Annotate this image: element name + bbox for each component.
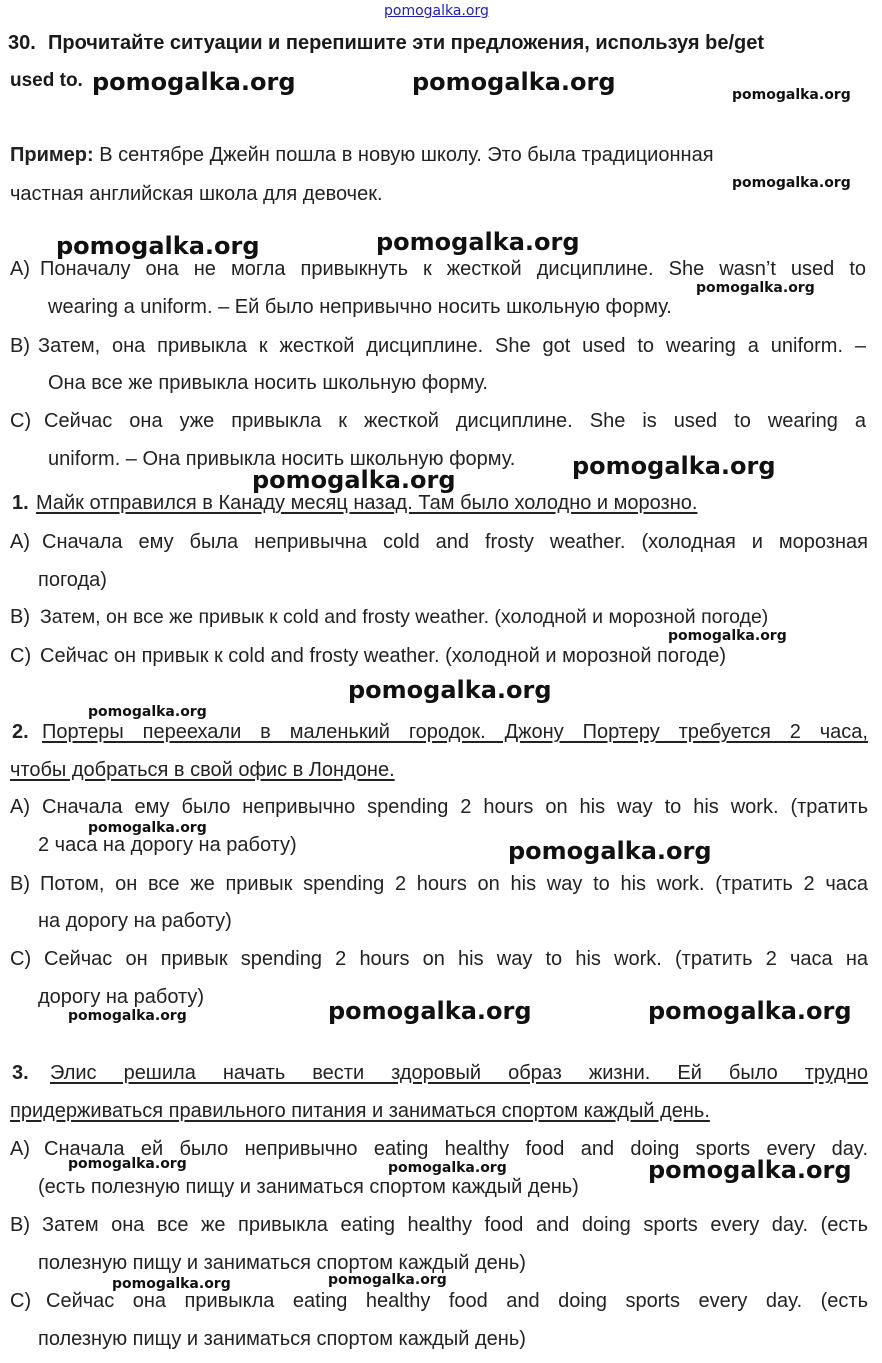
watermark: pomogalka.org (508, 837, 712, 865)
watermark: pomogalka.org (696, 280, 815, 296)
example-text: В сентябре Джейн пошла в новую школу. Это была традиционная (99, 144, 714, 166)
exercise-3-a-line1: Сначала ей было непривычно eating healthy food and doing sports every day. (44, 1138, 868, 1160)
exercise-2-c-marker: C) (10, 948, 32, 970)
exercise-2-number: 2. (12, 721, 29, 743)
exercise-2-situation-line1: Портеры переехали в маленький городок. Джону Портеру требуется 2 часа, (42, 721, 868, 743)
example-line1 (10, 144, 714, 167)
example-b-marker: B) (10, 335, 30, 357)
watermark: pomogalka.org (252, 466, 456, 494)
watermark: pomogalka.org (376, 228, 580, 256)
watermark: pomogalka.org (648, 1156, 852, 1184)
exercise-1-a-line1: Сначала ему была непривычна cold and frosty weather. (холодная и морозная (42, 531, 868, 553)
exercise-1-a-line2: погода) (38, 569, 107, 591)
watermark: pomogalka.org (328, 997, 532, 1025)
exercise-3-number: 3. (12, 1062, 29, 1084)
exercise-2-situation-line2: чтобы добраться в свой офис в Лондоне. (10, 759, 395, 781)
example-b-line2: Она все же привыкла носить школьную форму. (48, 372, 488, 394)
exercise-2-a-line2: 2 часа на дорогу на работу) (38, 834, 297, 856)
watermark: pomogalka.org (88, 704, 207, 720)
example-line2: частная английская школа для девочек. (10, 183, 383, 205)
exercise-1-c-line1: Сейчас он привык к cold and frosty weather. (холодной и морозной погоде) (40, 645, 726, 667)
watermark: pomogalka.org (732, 87, 851, 103)
task-title-line2: used to. (10, 70, 83, 91)
exercise-2-b-marker: B) (10, 873, 30, 895)
task-title-line1: Прочитайте ситуации и перепишите эти предложения, используя be/get (48, 32, 765, 54)
watermark: pomogalka.org (68, 1156, 187, 1172)
site-link[interactable]: pomogalka.org (384, 3, 489, 19)
exercise-2-a-marker: A) (10, 796, 30, 818)
example-a-line1: Поначалу она не могла привыкнуть к жесткой дисциплине. She wasn’t used to (40, 258, 866, 280)
watermark: pomogalka.org (668, 628, 787, 644)
exercise-3-c-line2: полезную пищу и заниматься спортом каждый день) (38, 1328, 526, 1350)
exercise-1-situation: Майк отправился в Канаду месяц назад. Там было холодно и морозно. (36, 492, 698, 514)
exercise-1-number: 1. (12, 492, 29, 514)
exercise-3-a-marker: A) (10, 1138, 30, 1160)
exercise-1-b-marker: B) (10, 606, 30, 628)
exercise-3-situation-line1: Элис решила начать вести здоровый образ жизни. Ей было трудно (50, 1062, 868, 1084)
example-a-marker: A) (10, 258, 30, 280)
watermark: pomogalka.org (388, 1160, 507, 1176)
watermark: pomogalka.org (56, 232, 260, 260)
watermark: pomogalka.org (88, 820, 207, 836)
exercise-2-c-line2: дорогу на работу) (38, 986, 205, 1008)
exercise-2-b-line2: на дорогу на работу) (38, 910, 232, 932)
example-c-marker: C) (10, 410, 32, 432)
task-number: 30. (8, 32, 36, 54)
exercise-3-b-marker: B) (10, 1214, 30, 1236)
exercise-3-b-line1: Затем она все же привыкла eating healthy food and doing sports every day. (есть (42, 1214, 868, 1236)
exercise-3-situation-line2: придерживаться правильного питания и заниматься спортом каждый день. (10, 1100, 710, 1122)
watermark: pomogalka.org (412, 68, 616, 96)
example-c-line1: Сейчас она уже привыкла к жесткой дисциплине. She is used to wearing a (44, 410, 866, 432)
exercise-2-a-line1: Сначала ему было непривычно spending 2 hours on his way to his work. (тратить (42, 796, 868, 818)
exercise-3-c-marker: C) (10, 1290, 32, 1312)
watermark: pomogalka.org (112, 1276, 231, 1292)
watermark: pomogalka.org (92, 68, 296, 96)
exercise-1-c-marker: C) (10, 645, 32, 667)
example-b-line1: Затем, она привыкла к жесткой дисциплине. She got used to wearing a uniform. – (38, 335, 866, 357)
example-a-line2: wearing a uniform. – Ей было непривычно носить школьную форму. (48, 296, 672, 318)
watermark: pomogalka.org (648, 997, 852, 1025)
watermark: pomogalka.org (572, 452, 776, 480)
exercise-1-a-marker: A) (10, 531, 30, 553)
exercise-2-b-line1: Потом, он все же привык spending 2 hours on his way to his work. (тратить 2 часа (40, 873, 868, 895)
exercise-1-b-line1: Затем, он все же привык к cold and frosty weather. (холодной и морозной погоде) (40, 606, 769, 628)
exercise-3-c-line1: Сейчас она привыкла eating healthy food and doing sports every day. (есть (46, 1290, 868, 1312)
example-c-line2: uniform. – Она привыкла носить школьную форму. (48, 448, 516, 470)
watermark: pomogalka.org (328, 1272, 447, 1288)
exercise-2-c-line1: Сейчас он привык spending 2 hours on his way to his work. (тратить 2 часа на (44, 948, 868, 970)
watermark: pomogalka.org (732, 175, 851, 191)
watermark: pomogalka.org (68, 1008, 187, 1024)
exercise-3-a-line2: (есть полезную пищу и заниматься спортом каждый день) (38, 1176, 579, 1198)
exercise-3-b-line2: полезную пищу и заниматься спортом каждый день) (38, 1252, 526, 1274)
example-label: Пример: (10, 144, 94, 166)
watermark: pomogalka.org (348, 676, 552, 704)
